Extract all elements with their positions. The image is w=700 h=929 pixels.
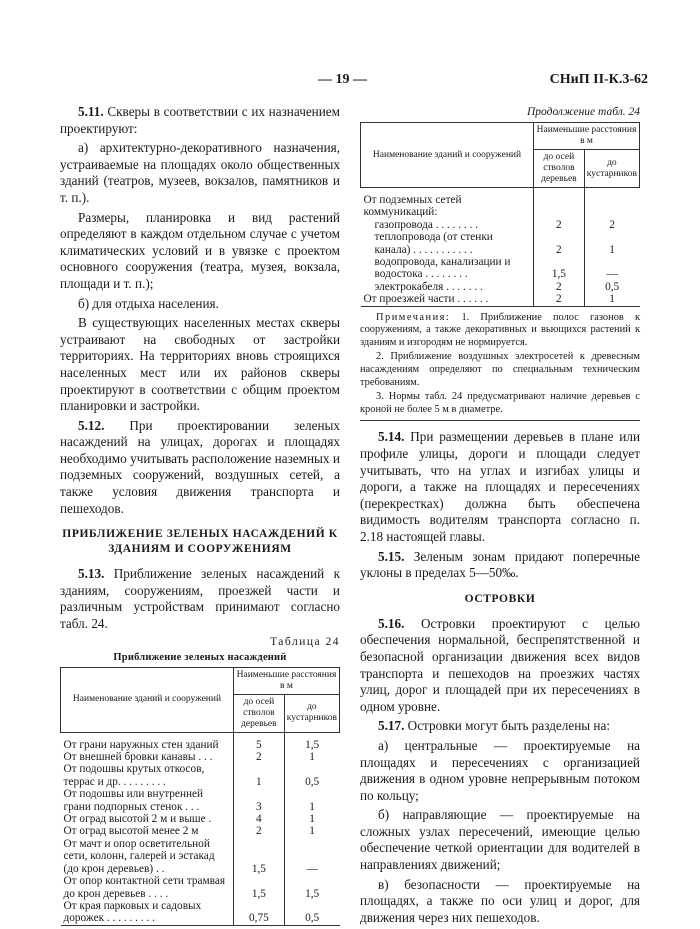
row-value-bushes: 1,5 (284, 875, 339, 900)
paragraph-5-11-c: б) для отдыха населения. (78, 295, 219, 311)
page-header (0, 72, 700, 92)
column-header-group: Наименьшие расстояния в м (534, 123, 640, 150)
row-value-trees: 1 (233, 763, 284, 788)
row-value-bushes: 2 (584, 219, 639, 231)
notes-divider (360, 420, 640, 421)
row-name: водопровода, канализации и водостока . . . . . . . . (374, 256, 511, 281)
row-value-trees: 2 (233, 751, 284, 763)
note-3: 3. Нормы табл. 24 предусматривают наличие деревьев с кроной не более 5 м в диаметре. (360, 391, 640, 415)
row-value-bushes: 1 (584, 231, 639, 256)
row-value-bushes: 0,5 (284, 900, 339, 925)
row-value-trees: 2 (534, 219, 585, 231)
column-header-name: Наименование зданий и сооружений (61, 667, 234, 732)
section-heading-islands: ОСТРОВКИ (464, 592, 536, 605)
row-value-bushes (584, 188, 639, 219)
paragraph-5-17-a: а) центральные — проектируемые на площадях и пересечениях с организацией движения в одном уровне непрерывным потоком по кольцу; (360, 737, 640, 803)
table-row (361, 188, 640, 219)
row-value-bushes: — (584, 256, 639, 281)
row-name: электрокабеля . . . . . . . (374, 280, 483, 293)
row-name: От опор контактной сети трамвая до крон деревьев . . . . (63, 875, 226, 900)
table-row (61, 732, 340, 751)
page-number: — 19 — (318, 72, 367, 87)
table-24-body (61, 732, 340, 925)
row-value-bushes: 1 (284, 825, 339, 837)
column-header-trees: до осей стволов деревьев (534, 150, 585, 188)
paragraph-5-11: 5.11. Скверы в соответствии с их назначением проектируют: (60, 104, 340, 136)
table-row (61, 788, 340, 813)
row-name: От подземных сетей коммуникаций: (363, 194, 462, 219)
row-value-bushes: 1 (284, 751, 339, 763)
section-heading-green-approach: ПРИБЛИЖЕНИЕ ЗЕЛЕНЫХ НАСАЖДЕНИЙ К ЗДАНИЯМ И СООРУЖЕНИЯМ (62, 528, 338, 556)
column-header-bushes: до кустарников (584, 150, 639, 188)
row-value-bushes: 1 (284, 813, 339, 825)
row-name: От внешней бровки канавы . . . (63, 751, 213, 764)
column-header-trees: до осей стволов деревьев (233, 694, 284, 732)
row-name: От мачт и опор осветительной сети, колонн, галерей и эстакад (до крон деревьев) . . (63, 837, 215, 875)
table-24-continued (360, 122, 640, 307)
paragraph-5-14: 5.14. При размещении деревьев в плане или профиле улицы, дороги и площади следует учитывать, что на углах и изгибах улицы и дороги, а также на площадях и пересечениях (перекрестках) должна быть обеспечена видимость водителям транспорта согласно п. 2.18 настоящей главы. (360, 429, 640, 544)
table-24-continued-body (361, 188, 640, 307)
table-title: Приближение зеленых насаждений (113, 651, 287, 663)
row-value-trees: 2 (534, 281, 585, 293)
table-row (61, 751, 340, 763)
paragraph-5-13: 5.13. Приближение зеленых насаждений к зданиям, сооружениям, проезжей части и различным устройствам принимают согласно табл. 24. (60, 566, 340, 632)
row-name: теплопровода (от стенки канала) . . . . . . . . . . . (374, 231, 493, 256)
row-value-trees: 0,75 (233, 900, 284, 925)
row-value-bushes: — (284, 838, 339, 875)
row-value-bushes: 0,5 (584, 281, 639, 293)
paragraph-5-15: 5.15. Зеленым зонам придают поперечные уклоны в пределах 5—50‰. (360, 548, 640, 581)
document-code: СНиП II-К.3-62 (549, 72, 648, 87)
row-value-trees: 1,5 (233, 838, 284, 875)
row-name: От оград высотой менее 2 м (63, 825, 199, 838)
note-1: Примечания: 1. Приближение полос газонов к сооружениям, а также декоративных и вьющихся растений к зданиям и изгородям не нормируется. (360, 311, 640, 348)
row-value-trees: 2 (534, 231, 585, 256)
table-row (361, 293, 640, 306)
paragraph-5-11-d: В существующих населенных местах скверы устраивают на свободных от застройки территориях. На территориях вновь строящихся населенных мест или их районов скверы проектируют в соответствии с общим проектом планировки и застройки. (60, 315, 340, 414)
table-row (61, 900, 340, 925)
row-value-trees: 2 (233, 825, 284, 837)
column-header-group: Наименьшие расстояния в м (233, 667, 339, 694)
row-name: От края парковых и садовых дорожек . . . . . . . . . (61, 900, 234, 925)
column-header-bushes: до кустарников (284, 694, 339, 732)
row-value-bushes: 1,5 (284, 732, 339, 751)
table-notes (360, 312, 640, 417)
table-row (61, 813, 340, 825)
row-name: От оград высотой 2 м и выше . (63, 813, 212, 826)
row-value-trees: 5 (233, 732, 284, 751)
column-header-name: Наименование зданий и сооружений (361, 123, 534, 188)
row-value-trees: 2 (534, 293, 585, 306)
paragraph-5-17: 5.17. Островки могут быть разделены на: (378, 718, 610, 734)
table-row (361, 219, 640, 231)
table-row (61, 825, 340, 837)
paragraph-5-12: 5.12. При проектировании зеленых насаждений на улицах, дорогах и площадях необходимо учитывать расположение наземных и подземных сооружений, воздушных сетей, а также условия движения транспорта и пешеходов. (60, 417, 340, 516)
paragraph-5-11-b: Размеры, планировка и вид растений определяют в каждом отдельном случае с учетом климатических условий и в увязке с проектом основного сооружения (театра, музея, вокзала, площади и т. п.); (60, 209, 340, 291)
row-value-bushes: 1 (284, 788, 339, 813)
row-value-trees: 1,5 (233, 875, 284, 900)
table-row (61, 838, 340, 875)
table-row (61, 875, 340, 900)
table-24 (60, 667, 340, 926)
row-value-bushes: 0,5 (284, 763, 339, 788)
right-column (360, 104, 640, 929)
row-name: От грани наружных стен зданий (63, 738, 219, 751)
paragraph-5-17-c: в) безопасности — проектируемые на площадях, а также по оси улиц и дорог, для движения через них пешеходов. (360, 876, 640, 925)
table-continued-label: Продолжение табл. 24 (527, 106, 640, 118)
row-value-trees: 3 (233, 788, 284, 813)
row-name: От подошвы крутых откосов, террас и др. . . . . . . . . (63, 763, 205, 788)
table-row (361, 231, 640, 256)
row-name: газопровода . . . . . . . . (374, 218, 479, 231)
table-row (361, 256, 640, 281)
paragraph-5-11-a: а) архитектурно-декоративного назначения, устраиваемые на площадях около общественных зданий (театров, музеев, вокзалов, памятников и т. п.). (60, 140, 340, 205)
paragraph-5-16: 5.16. Островки проектируют с целью обеспечения нормальной, беспрепятственной и безопасной организации движения всех видов транспорта и пешеходов на проезжих частях улиц, дорог и площадей при их пересечениях в одном уровне. (360, 615, 640, 714)
row-name: От проезжей части . . . . . . (361, 293, 534, 306)
row-value-trees (534, 188, 585, 219)
note-2: 2. Приближение воздушных электросетей к древесным насаждениям определяют по специальным техническим требованиям. (360, 351, 640, 388)
row-name: От подошвы или внутренней грани подпорных стенок . . . (63, 788, 204, 813)
left-column (60, 104, 340, 926)
table-row (361, 281, 640, 293)
row-value-bushes: 1 (584, 293, 639, 306)
table-label: Таблица 24 (270, 635, 340, 648)
paragraph-5-17-b: б) направляющие — проектируемые на сложных узлах пересечений, имеющие целью обеспечение четкой ориентации для водителей в направлениях движений; (360, 807, 640, 873)
row-value-trees: 1,5 (534, 256, 585, 281)
table-row (61, 763, 340, 788)
row-value-trees: 4 (233, 813, 284, 825)
